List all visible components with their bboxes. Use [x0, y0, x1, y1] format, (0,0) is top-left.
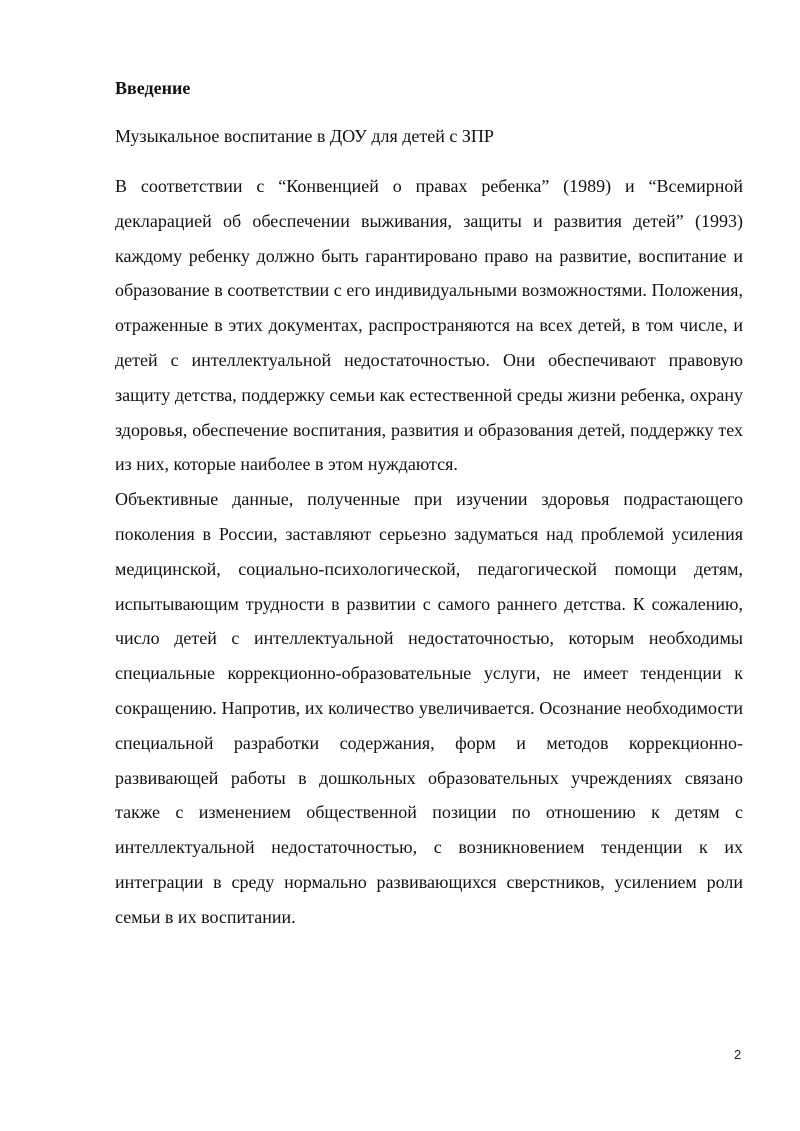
- section-heading: Введение: [115, 78, 191, 98]
- page-number: 2: [734, 1047, 742, 1062]
- paragraph-2: Объективные данные, полученные при изучении здоровья подрастающего поколения в России, заставляют серьезно задуматься над проблемой усиления медицинской, социально-психологической, педагогической помощи детям, испытывающим трудности в развитии с самого раннего детства. К сожалению, число детей с интеллектуальной недостаточностью, которым необходимы специальные коррекционно-образовательные услуги, не имеет тенденции к сокращению. Напротив, их количество увеличивается. Осознание необходимости специальной разработки содержания, форм и методов коррекционно-развивающей работы в дошкольных образовательных учреждениях связано также с изменением общественной позиции по отношению к детям с интеллектуальной недостаточностью, с возникновением тенденции к их интеграции в среду нормально развивающихся сверстников, усилением роли семьи в их воспитании.: [115, 489, 743, 927]
- paragraph-1: В соответствии с “Конвенцией о правах ребенка” (1989) и “Всемирной декларацией об обеспечении выживания, защиты и развития детей” (1993) каждому ребенку должно быть гарантировано право на развитие, воспитание и образование в соответствии с его индивидуальными возможностями. Положения, отраженные в этих документах, распространяются на всех детей, в том числе, и детей с интеллектуальной недостаточностью. Они обеспечивают правовую защиту детства, поддержку семьи как естественной среды жизни ребенка, охрану здоровья, обеспечение воспитания, развития и образования детей, поддержку тех из них, которые наиболее в этом нуждаются.: [115, 176, 743, 475]
- body-text: [115, 169, 743, 935]
- section-subtitle: Музыкальное воспитание в ДОУ для детей с ЗПР: [115, 126, 494, 146]
